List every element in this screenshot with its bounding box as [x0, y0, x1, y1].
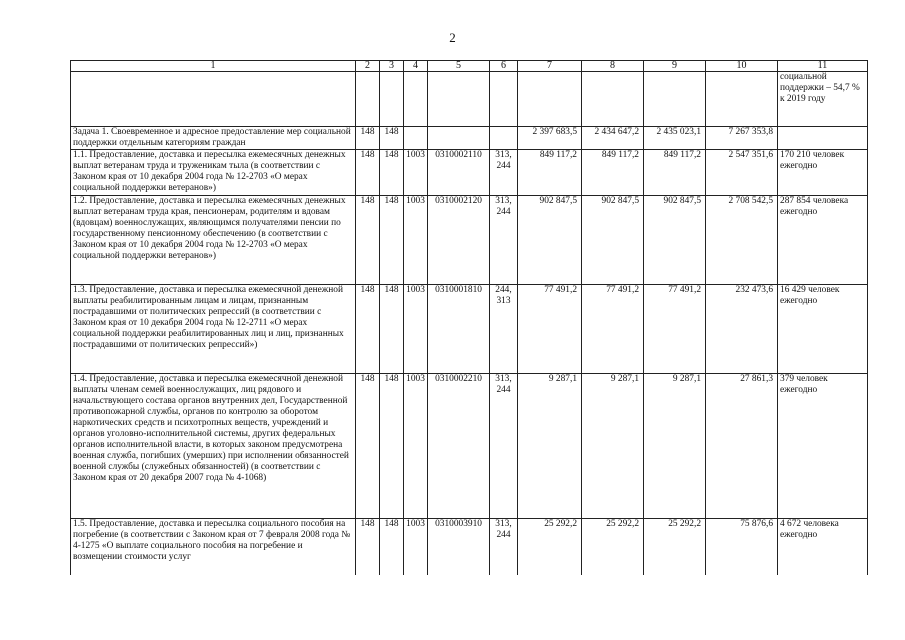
target-code-cell: 0310002120 [428, 196, 490, 285]
target-code-cell [428, 127, 490, 150]
grbs-cell: 148 [356, 519, 380, 576]
total-cell: 27 861,3 [706, 374, 778, 519]
grbs-cell: 148 [356, 374, 380, 519]
description-cell: 1.1. Предоставление, доставка и пересылка ежемесячных денежных выплат ветеранам труда и труженикам тыла (в соответствии с Законом края от 10 декабря 2004 года № 12-2703 «О мерах социальной поддержки ветеранов») [71, 150, 356, 196]
total-cell: 2 708 542,5 [706, 196, 778, 285]
amount-cell: 902 847,5 [644, 196, 706, 285]
header-cell: 2 [356, 61, 380, 72]
header-cell: 9 [644, 61, 706, 72]
amount-cell: 9 287,1 [644, 374, 706, 519]
result-cell: 170 210 человек ежегодно [778, 150, 868, 196]
amount-cell: 9 287,1 [518, 374, 582, 519]
grbs-cell: 148 [380, 519, 404, 576]
section-cell: 1003 [404, 196, 428, 285]
expense-type-cell: 313, 244 [490, 196, 518, 285]
header-cell: 11 [778, 61, 868, 72]
grbs-cell: 148 [356, 196, 380, 285]
amount-cell: 902 847,5 [518, 196, 582, 285]
expense-type-cell: 313, 244 [490, 519, 518, 576]
total-cell: 232 473,6 [706, 285, 778, 374]
section-cell: 1003 [404, 285, 428, 374]
header-cell: 5 [428, 61, 490, 72]
amount-cell: 77 491,2 [582, 285, 644, 374]
amount-cell: 77 491,2 [518, 285, 582, 374]
target-code-cell: 0310002110 [428, 150, 490, 196]
header-cell: 8 [582, 61, 644, 72]
amount-cell: 849 117,2 [582, 150, 644, 196]
total-cell: 2 547 351,6 [706, 150, 778, 196]
amount-cell: 77 491,2 [644, 285, 706, 374]
expense-type-cell [490, 127, 518, 150]
result-cell [778, 127, 868, 150]
result-cell: 287 854 человека ежегодно [778, 196, 868, 285]
table-row [71, 285, 868, 374]
amount-cell: 25 292,2 [644, 519, 706, 576]
grbs-cell: 148 [356, 285, 380, 374]
header-cell: 10 [706, 61, 778, 72]
expense-type-cell: 244, 313 [490, 285, 518, 374]
amount-cell: 9 287,1 [582, 374, 644, 519]
result-cell: 4 672 человека ежегодно [778, 519, 868, 576]
amount-cell: 902 847,5 [582, 196, 644, 285]
result-cell: социальной поддержки – 54,7 % к 2019 году [778, 72, 868, 127]
table-row [71, 150, 868, 196]
header-cell: 7 [518, 61, 582, 72]
grbs-cell: 148 [356, 150, 380, 196]
header-cell: 1 [71, 61, 356, 72]
amount-cell: 25 292,2 [518, 519, 582, 576]
grbs-cell: 148 [380, 196, 404, 285]
section-cell: 1003 [404, 374, 428, 519]
header-cell: 6 [490, 61, 518, 72]
description-cell: 1.3. Предоставление, доставка и пересылка ежемесячной денежной выплаты реабилитированным лицам и лицам, признанным пострадавшими от политических репрессий (в соответствии с Законом края от 10 декабря 2004 года № 12-2711 «О мерах социальной поддержки реабилитированных лиц и лиц, признанных пострадавшими от политических репрессий») [71, 285, 356, 374]
table-row [71, 127, 868, 150]
description-cell: 1.2. Предоставление, доставка и пересылка ежемесячных денежных выплат ветеранам труда края, пенсионерам, родителям и вдовам (вдовцам) военнослужащих, являющимся получателями пенсии по государственному пенсионному обеспечению (в соответствии с Законом края от 10 декабря 2004 года № 12-2703 «О мерах социальной поддержки ветеранов») [71, 196, 356, 285]
result-cell: 379 человек ежегодно [778, 374, 868, 519]
section-cell: 1003 [404, 519, 428, 576]
section-cell: 1003 [404, 150, 428, 196]
total-cell: 75 876,6 [706, 519, 778, 576]
page-number: 2 [449, 30, 456, 45]
total-cell: 7 267 353,8 [706, 127, 778, 150]
expense-type-cell: 313, 244 [490, 150, 518, 196]
result-cell: 16 429 человек ежегодно [778, 285, 868, 374]
table-row [71, 374, 868, 519]
amount-cell: 2 434 647,2 [582, 127, 644, 150]
grbs-cell: 148 [380, 285, 404, 374]
header-cell: 4 [404, 61, 428, 72]
table-row [71, 519, 868, 576]
target-code-cell: 0310002210 [428, 374, 490, 519]
continuation-row [71, 72, 868, 127]
amount-cell: 25 292,2 [582, 519, 644, 576]
grbs-cell: 148 [380, 374, 404, 519]
grbs-cell: 148 [356, 127, 380, 150]
target-code-cell: 0310003910 [428, 519, 490, 576]
amount-cell: 2 397 683,5 [518, 127, 582, 150]
header-row [71, 61, 868, 72]
table-row [71, 196, 868, 285]
expense-type-cell: 313, 244 [490, 374, 518, 519]
amount-cell: 2 435 023,1 [644, 127, 706, 150]
amount-cell: 849 117,2 [518, 150, 582, 196]
description-cell: 1.5. Предоставление, доставка и пересылка социального пособия на погребение (в соответствии с Законом края от 7 февраля 2008 года № 4-1275 «О выплате социального пособия на погребение и возмещении стоимости услуг [71, 519, 356, 576]
section-cell [404, 127, 428, 150]
header-cell: 3 [380, 61, 404, 72]
target-code-cell: 0310001810 [428, 285, 490, 374]
grbs-cell: 148 [380, 150, 404, 196]
amount-cell: 849 117,2 [644, 150, 706, 196]
description-cell: Задача 1. Своевременное и адресное предоставление мер социальной поддержки отдельным категориям граждан [71, 127, 356, 150]
grbs-cell: 148 [380, 127, 404, 150]
description-cell: 1.4. Предоставление, доставка и пересылка ежемесячной денежной выплаты членам семей военнослужащих, лиц рядового и начальствующего состава органов внутренних дел, Государственной противопожарной службы, органов по контролю за оборотом наркотических средств и психотропных веществ, учреждений и органов уголовно-исполнительной системы, других федеральных органов исполнительной власти, в которых законом предусмотрена военная служба, погибших (умерших) при исполнении обязанностей военной службы (служебных обязанностей) (в соответствии с Законом края от 20 декабря 2007 года № 4-1068) [71, 374, 356, 519]
program-table [70, 60, 868, 575]
